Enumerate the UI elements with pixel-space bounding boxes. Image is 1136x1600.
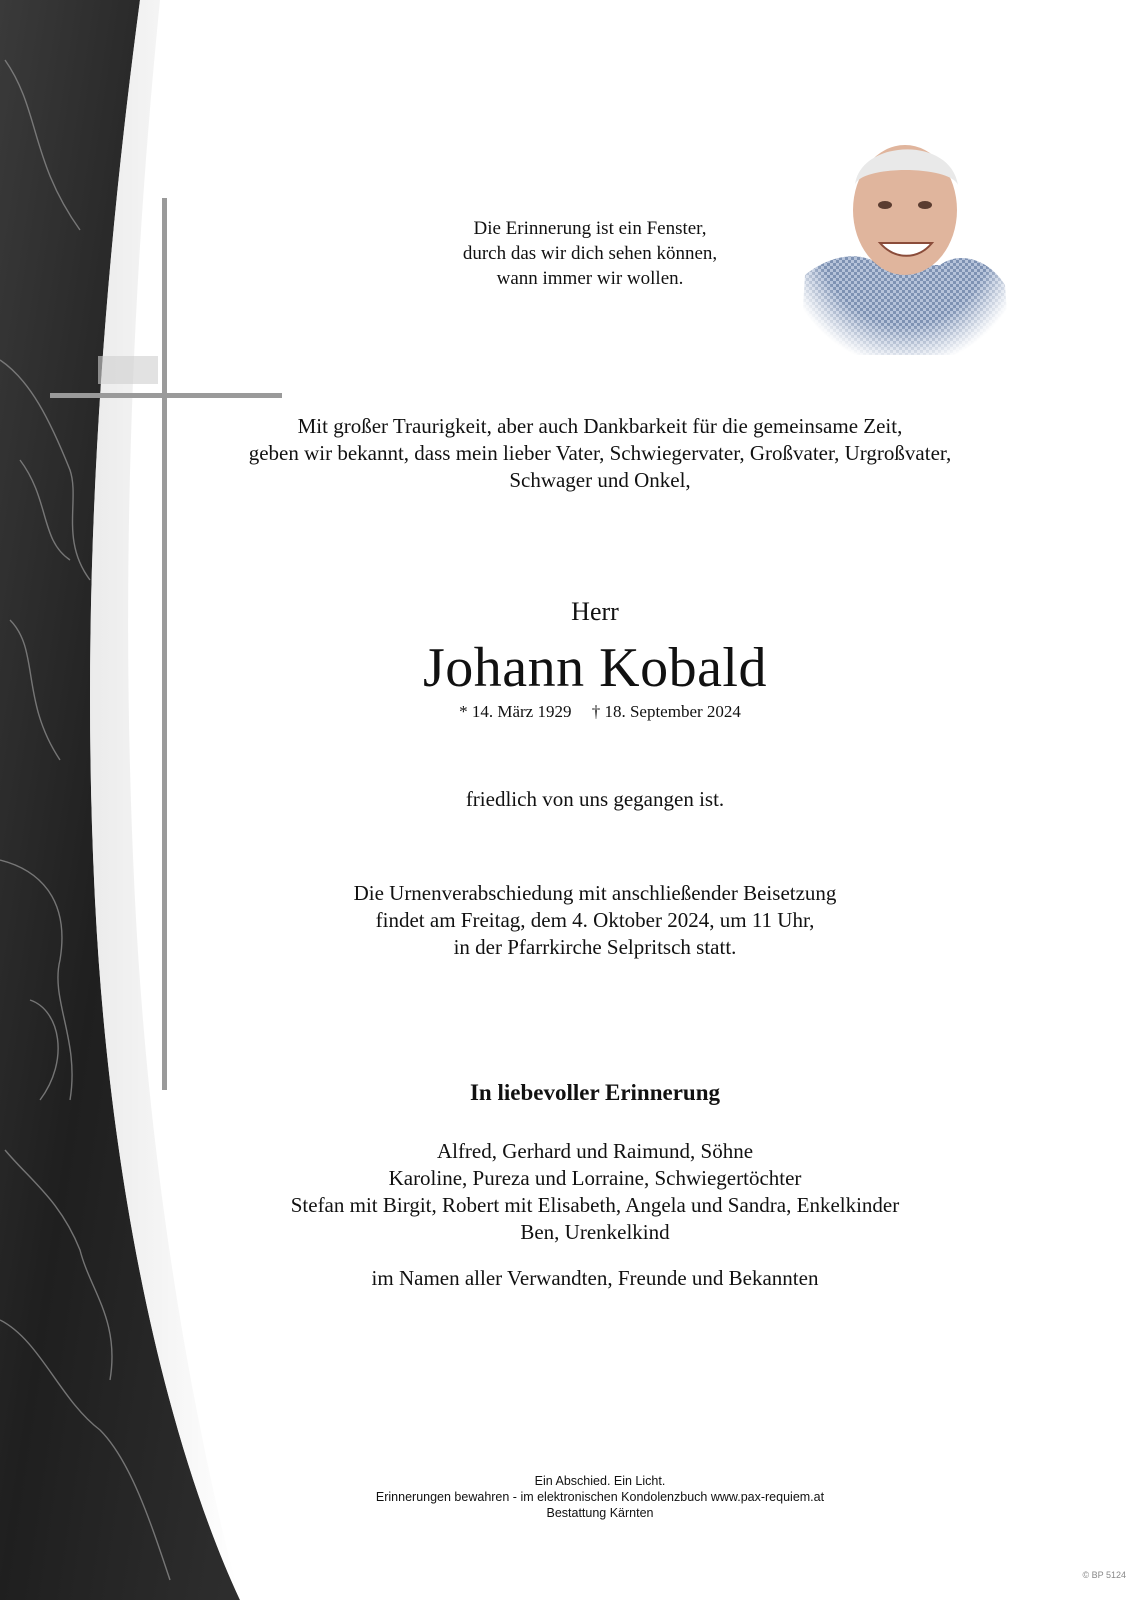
life-dates <box>380 702 820 722</box>
salutation: Herr <box>571 597 619 626</box>
verse-line: Die Erinnerung ist ein Fenster, <box>473 218 707 239</box>
announcement-intro <box>150 413 1050 494</box>
mourner-line: Stefan mit Birgit, Robert mit Elisabeth, Angela und Sandra, Enkelkinder <box>290 1193 900 1217</box>
mourner-line: Ben, Urenkelkind <box>520 1220 670 1244</box>
birth-date: * 14. März 1929 <box>459 702 572 721</box>
verse-line: durch das wir dich sehen können, <box>462 243 718 264</box>
cross-symbol <box>0 0 300 1100</box>
portrait-photo <box>800 125 1010 355</box>
mourner-line: Karoline, Pureza und Lorraine, Schwiegertöchter <box>388 1166 802 1190</box>
verse-line: wann immer wir wollen. <box>496 268 684 289</box>
passed-text: friedlich von uns gegangen ist. <box>465 787 725 811</box>
intro-line: Mit großer Traurigkeit, aber auch Dankbarkeit für die gemeinsame Zeit, <box>297 414 903 438</box>
memory-heading: In liebevoller Erinnerung <box>469 1080 721 1105</box>
intro-line: geben wir bekannt, dass mein lieber Vater, Schwiegervater, Großvater, Urgroßvater, <box>248 441 952 465</box>
document-code: © BP 5124 <box>1082 1570 1126 1580</box>
footer-line: Erinnerungen bewahren - im elektronischen Kondolenzbuch www.pax-requiem.at <box>375 1490 825 1504</box>
ceremony-details <box>290 880 900 961</box>
footer-line: Bestattung Kärnten <box>546 1506 654 1520</box>
footer <box>340 1473 860 1521</box>
death-date: † 18. September 2024 <box>591 702 741 721</box>
footer-line: Ein Abschied. Ein Licht. <box>534 1474 666 1488</box>
memorial-verse <box>430 216 750 291</box>
on-behalf-text: im Namen aller Verwandten, Freunde und Bekannten <box>371 1266 819 1290</box>
mourner-line: Alfred, Gerhard und Raimund, Söhne <box>436 1139 754 1163</box>
ceremony-line: Die Urnenverabschiedung mit anschließender Beisetzung <box>353 881 837 905</box>
ceremony-line: findet am Freitag, dem 4. Oktober 2024, um 11 Uhr, <box>375 908 815 932</box>
deceased-name: Johann Kobald <box>422 637 767 699</box>
intro-line: Schwager und Onkel, <box>509 468 691 492</box>
ceremony-line: in der Pfarrkirche Selpritsch statt. <box>453 935 737 959</box>
mourners-list <box>240 1138 950 1246</box>
